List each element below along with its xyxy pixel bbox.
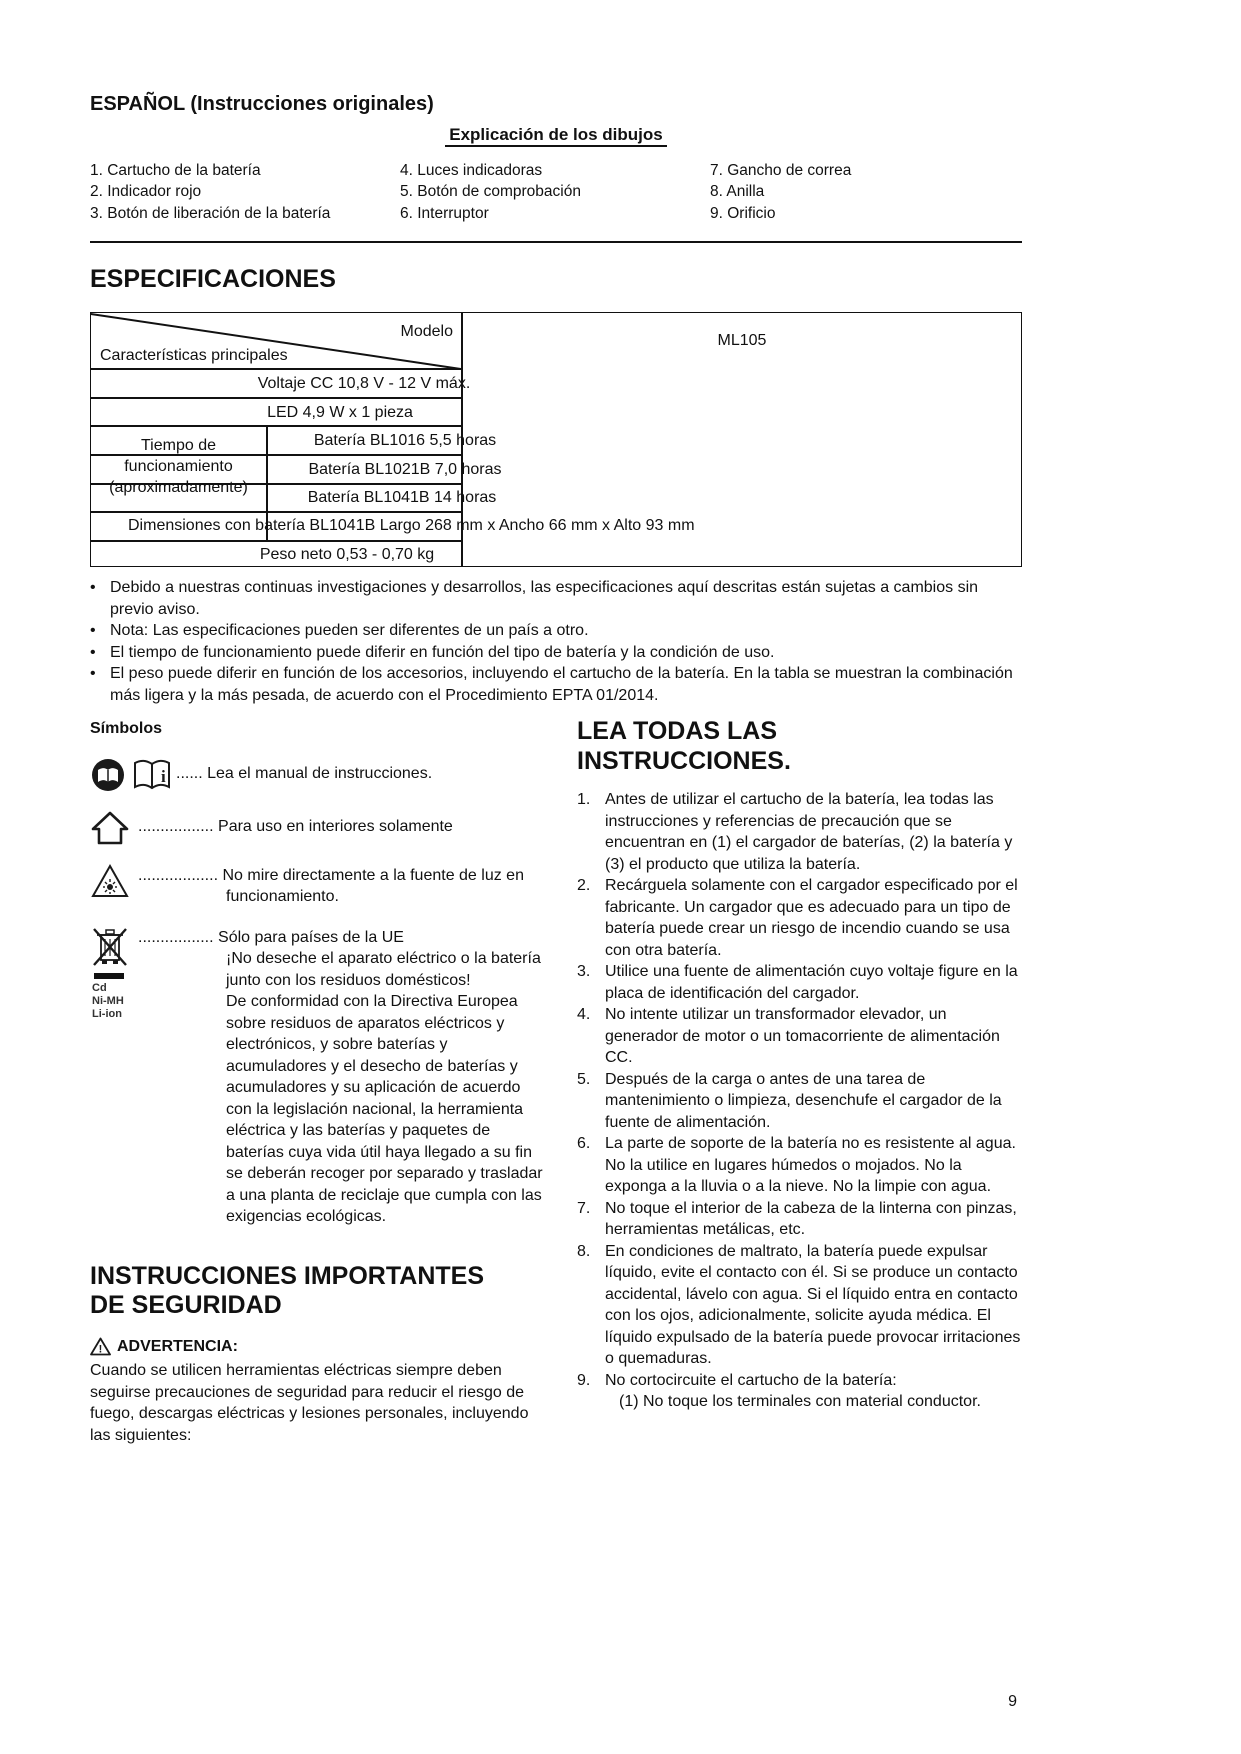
symbol-text [176,755,545,793]
symbol-caption: Lea el manual de instrucciones. [207,764,433,782]
warning-triangle-icon [90,1337,111,1356]
bullet-marker: • [90,665,96,682]
instruction-text: Utilice una fuente de alimentación cuyo voltaje figure en la placa de identificación del cargador. [605,963,1018,1002]
spec-led: LED 4,9 W x 1 pieza [267,404,413,421]
instruction-number: 8. [577,1242,591,1260]
spec-runtime-bl1041b: Batería BL1041B 14 horas [307,489,497,506]
bullet-marker: • [90,579,96,596]
symbol-text [138,923,545,1228]
spec-note-text: Debido a nuestras continuas investigaciones y desarrollos, las especificaciones aquí descritas están sujetas a cambios sin previo aviso. [110,579,979,618]
spec-note-text: El peso puede diferir en función de los accesorios, incluyendo el cartucho de la batería. En la tabla se muestran la combinación más ligera y la más pesada, de acuerdo con el Procedimiento EPTA 01/2014. [110,665,1013,704]
instructions-list [577,789,1022,1413]
symbol-icon-cell [90,861,138,908]
instruction-item [577,1133,1022,1198]
spec-dimensions: Dimensiones con batería BL1041B Largo 268 mm x Ancho 66 mm x Alto 93 mm [128,517,695,534]
spec-note [90,577,1022,620]
light-source-warning-icon [90,863,138,899]
instruction-number: 3. [577,963,591,980]
warning-label: ADVERTENCIA: [117,1337,238,1355]
instruction-item [577,875,1022,961]
legend-item: 9. Orificio [710,204,776,222]
symbol-row-weee [90,923,545,1228]
chemistry-label-liion: Li-ion [92,1007,122,1020]
symbol-caption-line [138,927,545,949]
svg-text:i: i [161,766,166,786]
instruction-text: Antes de utilizar el cartucho de la batería, lea todas las instrucciones y referencias de precaución que se encuentran en (1) el cargador de baterías, (2) la batería y (3) el producto que utiliza la batería. [605,791,1013,873]
legend-item: 5. Botón de comprobación [400,183,581,200]
right-column [577,716,1022,1446]
spec-note-text: Nota: Las especificaciones pueden ser diferentes de un país a otro. [110,622,589,639]
weee-crossed-bin-icon [90,925,138,969]
spec-note-text: El tiempo de funcionamiento puede diferir en función del tipo de batería y la condición de uso. [110,643,775,661]
symbol-text [138,861,545,908]
table-gridline [91,368,461,370]
specifications-table [90,312,1022,567]
leader-dots: .................. [138,866,219,884]
instruction-item [577,789,1022,875]
instruction-number: 7. [577,1199,591,1217]
indoor-use-icon [90,810,138,846]
chemistry-label-nimh: Ni-MH [92,994,124,1007]
instruction-item [577,1198,1022,1241]
legend-column-1 [90,160,400,225]
legend-item: 4. Luces indicadoras [400,161,543,179]
specifications-title: ESPECIFICACIONES [90,265,336,293]
weee-paragraph-2: De conformidad con la Directiva Europea sobre residuos de aparatos eléctricos y electrónicos, y sobre baterías y acumuladores y el desecho de baterías y acumuladores y su aplicación de acuerdo con la legislación nacional, la herramienta eléctrica y las baterías y paquetes de baterías cuya vida útil haya llegado a su fin se deberán recoger por separado y trasladar a una planta de reciclaje que cumpla con las exigencias ecológicas. [226,993,543,1225]
spec-notes [90,577,1022,706]
symbol-icon-cell [90,923,138,1228]
instruction-text: Recárguela solamente con el cargador especificado por el fabricante. Un cargador que es adecuado para un tipo de batería puede crear un riesgo de incendio cuando se usa con otra batería. [605,877,1018,959]
instruction-text: No cortocircuite el cartucho de la batería: [605,1371,897,1389]
drawings-explanation-heading [90,124,1022,146]
read-manual-icon [132,757,174,793]
language-header: ESPAÑOL (Instrucciones originales) [90,93,434,115]
symbol-icon-cell [90,755,176,793]
instruction-text: La parte de soporte de la batería no es resistente al agua. No la utilice en lugares húmedos o mojados. No la exponga a la lluvia o a la nieve. No la limpie con agua. [605,1135,1016,1195]
safety-circle-icon [90,757,126,793]
symbol-row-light-warning [90,861,545,908]
instruction-item [577,1241,1022,1370]
instruction-item [577,961,1022,1004]
legend-item: 2. Indicador rojo [90,183,202,200]
instruction-text: Después de la carga o antes de una tarea de mantenimiento o limpieza, desenchufe el cargador de la fuente de alimentación. [605,1070,1002,1131]
warning-paragraph: Cuando se utilicen herramientas eléctricas siempre deben seguirse precauciones de seguridad para reducir el riesgo de fuego, descargas eléctricas y lesiones personales, incluyendo las siguientes: [90,1362,529,1444]
spec-features-label: Características principales [100,347,288,364]
page-number: 9 [1008,1692,1017,1710]
section-divider-rule [90,241,1022,243]
instruction-item [577,1069,1022,1134]
instruction-item [577,1004,1022,1069]
symbol-caption: Para uso en interiores solamente [218,817,453,835]
instruction-text: No toque el interior de la cabeza de la linterna con pinzas, herramientas metálicas, etc. [605,1199,1017,1238]
legend-item: 1. Cartucho de la batería [90,161,261,179]
spec-model-value: ML105 [717,332,767,349]
instruction-number: 9. [577,1371,591,1389]
spec-runtime-bl1016: Batería BL1016 5,5 horas [313,432,497,449]
drawings-explanation-title: Explicación de los dibujos [445,125,667,147]
read-all-instructions-title: LEA TODAS LAS INSTRUCCIONES. [577,717,791,775]
table-gridline [91,511,461,513]
instruction-number: 1. [577,791,591,808]
legend-item: 6. Interruptor [400,204,489,222]
left-column [90,716,545,1446]
instruction-text: No intente utilizar un transformador elevador, un generador de motor o un tomacorriente de alimentación CC. [605,1006,1000,1066]
instruction-number: 4. [577,1006,591,1023]
spec-note [90,620,1022,642]
bullet-marker: • [90,643,96,661]
bullet-marker: • [90,622,96,639]
spec-model-label: Modelo [400,323,453,340]
leader-dots: ................. [138,817,214,835]
instruction-number: 2. [577,877,591,894]
leader-dots: ...... [176,764,203,782]
legend-item: 7. Gancho de correa [710,161,852,179]
weee-solid-bar [94,973,124,979]
spec-note [90,642,1022,664]
spec-voltage: Voltaje CC 10,8 V - 12 V máx. [257,375,471,392]
safety-instructions-title: INSTRUCCIONES IMPORTANTES DE SEGURIDAD [90,1261,484,1319]
spec-runtime-label: Tiempo de funcionamiento (aproximadamente) [109,437,248,496]
instruction-text: En condiciones de maltrato, la batería puede expulsar líquido, evite el contacto con él. Si se produce un contacto accidental, lávelo con agua. Si el líquido entra en contacto con los ojos, adicionalmente, solicite ayuda médica. El líquido expulsado de la batería puede provocar irritaciones o quemaduras. [605,1242,1021,1367]
instruction-number: 5. [577,1070,591,1088]
chemistry-label-cd: Cd [92,981,107,994]
legend-column-2 [400,160,710,225]
legend-item: 3. Botón de liberación de la batería [90,204,331,222]
legend-column-3 [710,160,851,225]
table-gridline [91,540,461,542]
table-gridline [91,397,461,399]
parts-legend [90,160,1022,225]
two-column-section [90,716,1022,1446]
warning-heading [90,1336,545,1358]
svg-text:!: ! [98,1343,103,1356]
symbol-row-indoor-use [90,808,545,846]
spec-runtime-bl1021b: Batería BL1021B 7,0 horas [308,461,502,478]
spec-weight: Peso neto 0,53 - 0,70 kg [259,546,435,563]
spec-note [90,663,1022,706]
weee-paragraph-1: ¡No deseche el aparato eléctrico o la batería junto con los residuos domésticos! [226,950,541,989]
symbol-text [138,808,545,846]
symbols-title: Símbolos [90,720,163,737]
instruction-item [577,1370,1022,1392]
symbol-caption: No mire directamente a la fuente de luz en funcionamiento. [222,866,524,905]
table-gridline [91,425,461,427]
symbol-row-read-manual [90,755,545,793]
symbol-caption: Sólo para países de la UE [218,928,404,946]
symbol-icon-cell [90,808,138,846]
instruction-subitem: (1) No toque los terminales con material conductor. [619,1393,981,1410]
leader-dots: ................. [138,928,214,946]
legend-item: 8. Anilla [710,183,765,200]
instruction-number: 6. [577,1135,591,1152]
